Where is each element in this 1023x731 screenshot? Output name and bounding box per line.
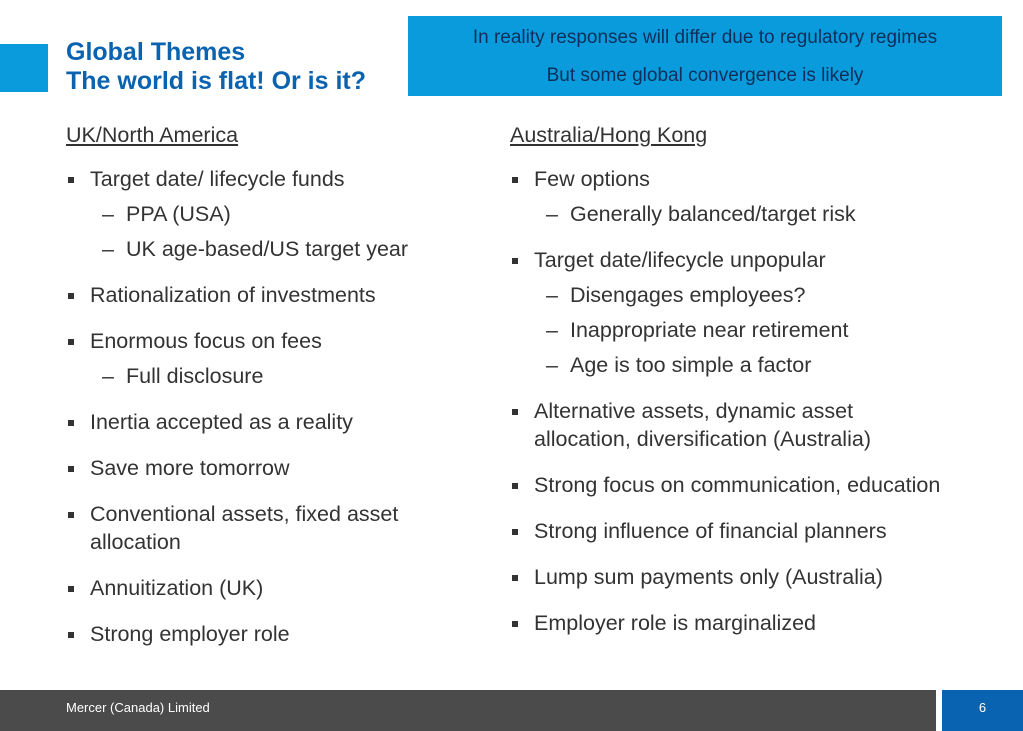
callout-line-1: In reality responses will differ due to regulatory regimes bbox=[472, 27, 938, 48]
bullet-item bbox=[510, 563, 950, 591]
sub-bullet-list bbox=[90, 362, 466, 390]
sub-bullet-list bbox=[534, 200, 950, 228]
bullet-item bbox=[66, 454, 466, 482]
bullet-text: Target date/lifecycle unpopular bbox=[534, 248, 826, 272]
sub-bullet-list bbox=[90, 200, 466, 263]
sub-bullet-item: – Full disclosure bbox=[90, 362, 466, 390]
bullet-text: Employer role is marginalized bbox=[534, 611, 816, 635]
bullet-item bbox=[66, 620, 466, 648]
sub-bullet-item: – Generally balanced/target risk bbox=[534, 200, 950, 228]
bullet-text: Inertia accepted as a reality bbox=[90, 410, 353, 434]
sub-bullet-item: – UK age-based/US target year bbox=[90, 235, 466, 263]
bullet-item bbox=[510, 609, 950, 637]
title-line-2: The world is flat! Or is it? bbox=[66, 67, 367, 95]
bullet-item bbox=[510, 165, 950, 228]
bullet-text: Few options bbox=[534, 167, 650, 191]
slide-title bbox=[66, 38, 366, 96]
bullet-item bbox=[510, 397, 950, 453]
left-column-heading: UK/North America bbox=[66, 123, 239, 147]
sub-bullet-list bbox=[534, 281, 950, 379]
bullet-item bbox=[66, 500, 466, 556]
accent-square bbox=[0, 44, 48, 92]
callout-box bbox=[408, 16, 1002, 96]
sub-bullet-item: – PPA (USA) bbox=[90, 200, 466, 228]
sub-bullet-item: – Inappropriate near retirement bbox=[534, 316, 950, 344]
right-column bbox=[510, 121, 950, 655]
bullet-item bbox=[66, 327, 466, 390]
bullet-text: Strong influence of financial planners bbox=[534, 519, 887, 543]
bullet-item bbox=[510, 517, 950, 545]
bullet-text: Enormous focus on fees bbox=[90, 329, 322, 353]
bullet-item bbox=[510, 471, 950, 499]
right-bullet-list bbox=[510, 165, 950, 637]
bullet-item bbox=[66, 408, 466, 436]
bullet-text: Lump sum payments only (Australia) bbox=[534, 565, 883, 589]
page-number: 6 bbox=[942, 690, 1023, 731]
bullet-item bbox=[66, 574, 466, 602]
left-column bbox=[66, 121, 466, 666]
left-bullet-list bbox=[66, 165, 466, 648]
right-column-heading: Australia/Hong Kong bbox=[510, 123, 708, 147]
bullet-item bbox=[510, 246, 950, 379]
sub-bullet-item: – Age is too simple a factor bbox=[534, 351, 950, 379]
bullet-text: Alternative assets, dynamic asset allocation, diversification (Australia) bbox=[534, 399, 871, 451]
bullet-text: Rationalization of investments bbox=[90, 283, 376, 307]
bullet-text: Strong employer role bbox=[90, 622, 290, 646]
callout-line-2: But some global convergence is likely bbox=[546, 65, 864, 86]
title-line-1: Global Themes bbox=[66, 38, 246, 66]
sub-bullet-item: – Disengages employees? bbox=[534, 281, 950, 309]
bullet-text: Conventional assets, fixed asset allocation bbox=[90, 502, 399, 554]
bullet-text: Save more tomorrow bbox=[90, 456, 290, 480]
bullet-text: Target date/ lifecycle funds bbox=[90, 167, 345, 191]
bullet-text: Annuitization (UK) bbox=[90, 576, 264, 600]
bullet-item bbox=[66, 165, 466, 263]
footer-company: Mercer (Canada) Limited bbox=[66, 700, 210, 715]
bullet-item bbox=[66, 281, 466, 309]
bullet-text: Strong focus on communication, education bbox=[534, 473, 941, 497]
